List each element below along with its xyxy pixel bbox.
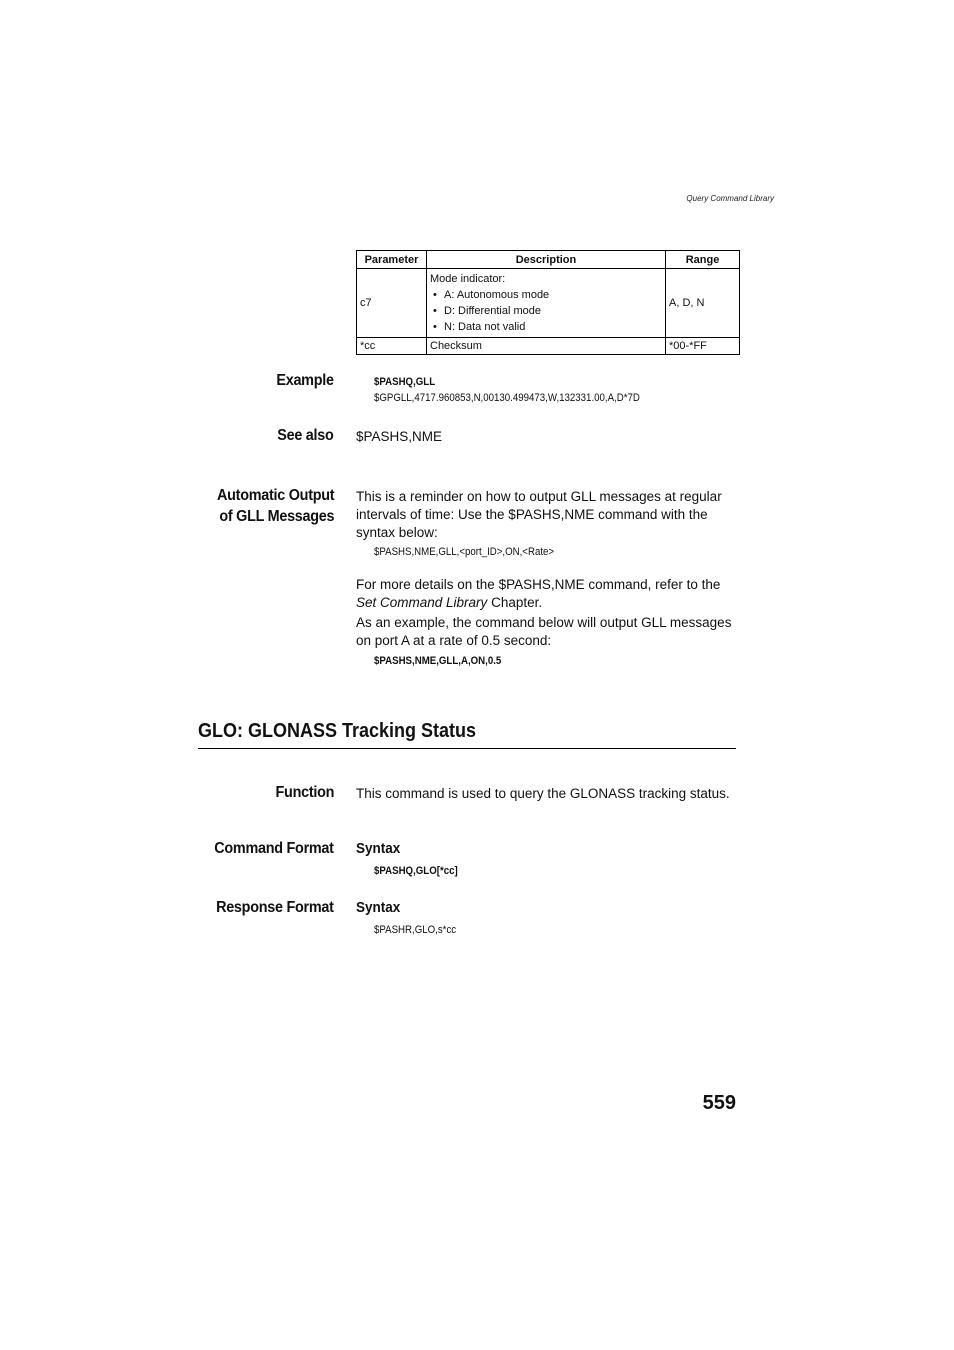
command-format-syntax: $PASHQ,GLO[*cc]	[374, 865, 458, 877]
command-format-subhead: Syntax	[356, 840, 401, 857]
automatic-output-label-line2: of GLL Messages	[219, 508, 334, 525]
section-rule	[198, 748, 736, 749]
response-format-syntax: $PASHR,GLO,s*cc	[374, 924, 457, 936]
function-text: This command is used to query the GLONASS tracking status.	[356, 786, 730, 801]
description-bullet: • D: Differential mode	[430, 303, 662, 319]
description-bullet: • A: Autonomous mode	[430, 287, 662, 303]
command-format-label: Command Format	[214, 840, 334, 857]
cell-range: A, D, N	[666, 269, 740, 338]
automatic-output-label	[217, 485, 334, 527]
cell-parameter: c7	[357, 269, 427, 338]
header-range: Range	[666, 251, 740, 269]
cell-parameter: *cc	[357, 338, 427, 355]
cell-range: *00-*FF	[666, 338, 740, 355]
automatic-output-para2	[356, 576, 740, 612]
page-number: 559	[702, 1092, 736, 1114]
table-row	[357, 269, 740, 338]
cell-description	[427, 269, 666, 338]
response-format-label: Response Format	[216, 899, 334, 916]
automatic-output-label-line1: Automatic Output	[216, 487, 334, 504]
table-row	[357, 338, 740, 355]
description-bullet: • N: Data not valid	[430, 319, 662, 335]
automatic-output-syntax: $PASHS,NME,GLL,<port_ID>,ON,<Rate>	[374, 546, 555, 558]
example-response: $GPGLL,4717.960853,N,00130.499473,W,132331.00,A,D*7D	[374, 392, 640, 404]
see-also-text: $PASHS,NME	[356, 429, 443, 444]
response-format-subhead: Syntax	[356, 899, 401, 916]
table-header-row	[357, 251, 740, 269]
function-label: Function	[275, 784, 334, 801]
section-title: GLO: GLONASS Tracking Status	[198, 720, 477, 742]
example-command: $PASHQ,GLL	[374, 376, 436, 388]
automatic-output-para1: This is a reminder on how to output GLL messages at regular intervals of time: Use the $PASHS,NME command with the syntax below:	[356, 489, 722, 540]
example-label: Example	[276, 372, 334, 389]
description-intro: Mode indicator:	[430, 273, 506, 285]
see-also-label: See also	[277, 427, 334, 444]
para2-italic: Set Command Library	[356, 595, 488, 610]
parameter-table	[356, 250, 740, 355]
automatic-output-para3: As an example, the command below will output GLL messages on port A at a rate of 0.5 second:	[356, 615, 732, 648]
para2-before: For more details on the $PASHS,NME command, refer to the	[356, 577, 721, 592]
header-description: Description	[427, 251, 666, 269]
cell-description: Checksum	[427, 338, 666, 355]
automatic-output-example-command: $PASHS,NME,GLL,A,ON,0.5	[374, 655, 502, 667]
header-parameter: Parameter	[357, 251, 427, 269]
running-head: Query Command Library	[686, 194, 774, 203]
para2-after: Chapter.	[487, 595, 543, 610]
